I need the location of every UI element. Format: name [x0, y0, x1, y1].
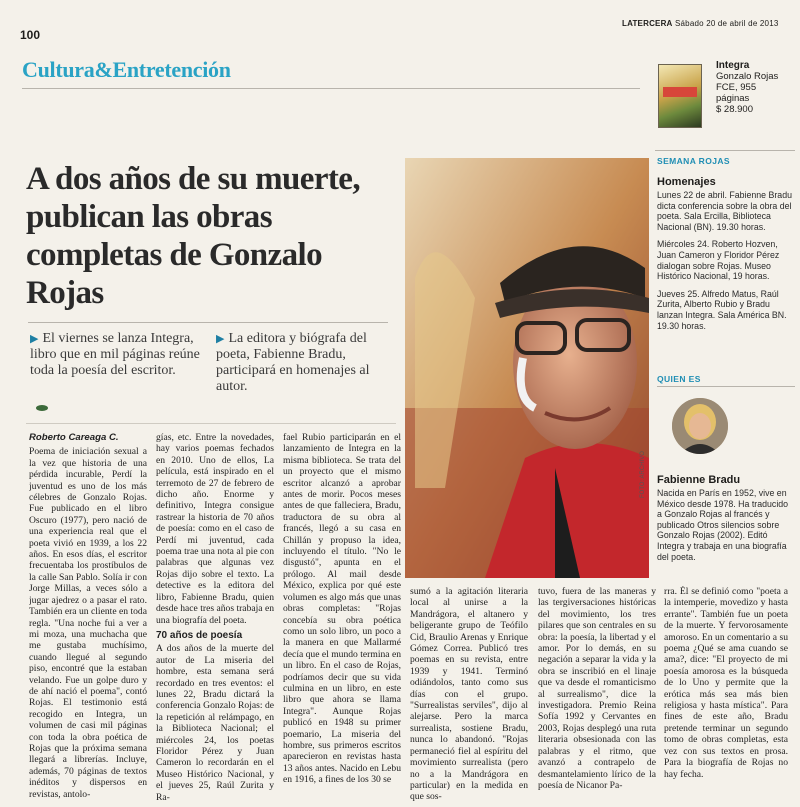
article-text: tuvo, fuera de las maneras y las tergiversaciones históricas del movimiento, los tres pilares que son centrales en su obra: la poesía, la libertad y el amor. Por lo demás, en su negación a separar la vida y la obra se inscribió en el linaje que va desde el romanticismo al surrealismo", dice la investigadora. Premio Reina Sofía 1992 y Cervantes en 2003, Rojas desplegó una ruta literaria obsesionada con las palabras y el ritmo, que avanzó a contrapelo de desmantelamiento lírico de la poesía de Nicanor Pa-: [538, 586, 656, 791]
page-number: 100: [20, 28, 41, 42]
profile-label: QUIEN ES: [657, 374, 701, 384]
book-publisher: FCE, 955: [716, 82, 757, 93]
divider: [655, 150, 795, 151]
section-title: Cultura&Entretención: [22, 57, 231, 82]
summary-bullet-text: El viernes se lanza Integra, libro que en mil páginas reúne toda la poesía del escritor.: [30, 331, 200, 378]
divider: [657, 386, 795, 387]
masthead-date: Sábado 20 de abril de 2013: [674, 19, 779, 28]
sidebar-label: SEMANA ROJAS: [657, 156, 730, 166]
article-column-6: [664, 586, 788, 804]
summary-bullet-text: La editora y biógrafa del poeta, Fabienne Bradu, participará en homenajes al autor.: [216, 331, 370, 394]
book-author: Gonzalo Rojas: [716, 71, 779, 82]
event-list: [657, 190, 792, 338]
book-info: [716, 60, 796, 115]
book-title: Integra: [716, 60, 750, 71]
masthead-paper: LATERCERA: [622, 19, 673, 28]
article-text: A dos años de la muerte del autor de La miseria del hombre, esta semana será recordado en tres eventos: el lunes 22, Bradu dictará la conferencia Gonzalo Rojas: de la repetición al relámpago, en la Biblioteca Nacional; el miércoles 24, los poetas Floridor Pérez y Juan Cameron lo recordarán en el Museo Histórico Nacional, y el jueves 25, Raúl Zurita y Ra-: [156, 643, 274, 803]
headline: A dos años de su muerte, publican las obras completas de Gonzalo Rojas: [26, 161, 360, 311]
book-price: $ 28.900: [716, 104, 753, 115]
article-column-5: [538, 586, 656, 804]
event-item: Miércoles 24. Roberto Hozven, Juan Cameron y Floridor Pérez dialogan sobre Rojas. Museo Histórico Nacional, 19 horas.: [657, 239, 780, 282]
byline: Roberto Careaga C.: [29, 432, 119, 443]
masthead: [622, 19, 779, 28]
article-column-4: [410, 586, 528, 804]
book-cover-image: [658, 64, 702, 128]
profile-bio: Nacida en París en 1952, vive en México desde 1978. Ha traducido a Gonzalo Rojas al francés y publicado Otros silencios sobre Gonzalo Rojas (2002). Editó Integra y trabaja en una biografía del poeta.: [657, 488, 789, 562]
portrait-photo: [405, 158, 649, 578]
article-text: sumó a la agitación literaria local al unirse a la Mandrágora, el altanero y beligerante grupo de Teófilo Cid, Braulio Arenas y Enrique Gómez Correa. Publicó tres poemas en su revista, entre 1939 y 1941. Terminó odiándolos, tanto como sus días con el grupo. "Surrealistas serviles", dijo al alejarse. Pero la marca surrealista, sostiene Bradu, nunca lo abandonó. "Rojas permaneció fiel al espíritu del movimiento surrealista (pero no a la Mandrágora en particular) en la medida en que sos-: [410, 586, 528, 803]
arrow-icon: ▶: [30, 333, 39, 345]
divider: [26, 423, 396, 424]
article-column-1: [29, 432, 147, 804]
divider: [22, 88, 640, 89]
divider: [28, 322, 388, 323]
article-text: Poema de iniciación sexual a la vez que historia de una pérdida incurable, Perdí la juventud es uno de los más célebres de Gonzalo Rojas. Fue publicado en el libro Oscuro (1977), pero nació de una experiencia real que el poeta vivió en 1939, a los 22 años. En esos días, el escritor frecuentaba los prostíbulos de la calle San Pablo. Solía ir con Jorge Millas, a veces sólo a jugar ajedrez o a pasar el rato. También era un cliente en toda regla. "Una noche fui a ver a mi moza, una muchacha que me gustaba muchísimo, cuando llegué al segundo piso, encontré que la estaban velando. Fue un golpe duro y de ahí nació el poema", contó Rojas. El testimonio está recogido en Integra, un volumen de casi mil páginas con toda la obra poética de Rojas que la próxima semana llegará a librerías. Incluye, además, 70 páginas de textos inéditos y dispersos en revistas, antolo-: [29, 446, 147, 800]
arrow-icon: ▶: [216, 333, 225, 345]
article-text: gías, etc. Entre la novedades, hay varios poemas fechados en 2010. Uno de ellos, La película, está inspirado en el terremoto de 27 de febrero de dicho año. Enorme y definitivo, Integra consigue rastrear la historia de 70 años de poesía: como en el caso de Perdí mi juventud, cada poema trae una nota al pie con palabras que algunas vez Rojas dijo sobre el texto. La detective es la editora del libro, Fabienne Bradu, quien desde hace tres años trabaja en una biografía del poeta.: [156, 432, 274, 626]
portrait-illustration: [405, 158, 649, 578]
article-column-3: [283, 432, 401, 804]
profile-name: Fabienne Bradu: [657, 474, 741, 486]
summary-bullet: [216, 331, 388, 395]
article-text: rra. Él se definió como "poeta a la intemperie, movedizo y hasta errante". También fue un poeta de la muerte. Y fervorosamente amoroso. En un comentario a su poema ¿Qué se ama cuando se ama?, dice: "El proyecto de mi poesía amorosa es la búsqueda de lo Uno y permite que la erótica más sea más bien religiosa y hasta mística". Para fines de este año, Bradu pretende terminar un segundo tomo de obras completas, esta vez con sus textos en prosa. Para la biografía de Rojas no hay fecha.: [664, 586, 788, 780]
photo-credit: FOTO: ARCHIVO: [640, 451, 646, 498]
event-item: Lunes 22 de abril. Fabienne Bradu dicta conferencia sobre la obra del poeta. Sala Ercilla, Biblioteca Nacional (BN). 19.30 horas.: [657, 190, 792, 232]
avatar-illustration: [672, 398, 728, 454]
article-text: fael Rubio participarán en el lanzamiento de Integra en la misma biblioteca. Se trata del un proyecto que el mismo escritor alcanzó a aprobar antes de morir. Pocos meses antes de que falleciera, Bradu, traductora de su obra al francés, llegó a su casa en Chillán y propuso la idea, incluyendo el título. "No le disgustó", apunta en el prólogo. Al mail desde México, explica por qué este volumen es algo más que unas obras completas: "Rojas concebía su obra poética como un solo libro, un poco a la manera en que Mallarmé decía que el mundo termina en un libro. En el caso de Rojas, podríamos decir que su vida culmina en un libro, en este libro que ahora se llama Integra". Aunque Rojas publicó en 1948 su primer poemario, La miseria del hombre, sus primeros escritos aparecieron en revistas hasta 13 años antes. Nacido en Lebu en 1916, a fines de los 30 se: [283, 432, 401, 786]
summary-bullet: [30, 331, 202, 379]
avatar: [672, 398, 728, 454]
event-item: Jueves 25. Alfredo Matus, Raúl Zurita, Alberto Rubio y Bradu lanzan Integra. Sala América BN. 19.30 horas.: [657, 288, 787, 331]
article-column-2: [156, 432, 274, 804]
section-end-icon: [36, 405, 48, 411]
sidebar-title: Homenajes: [657, 176, 716, 188]
subheading: 70 años de poesía: [156, 629, 243, 641]
book-pages-label: páginas: [716, 93, 750, 104]
